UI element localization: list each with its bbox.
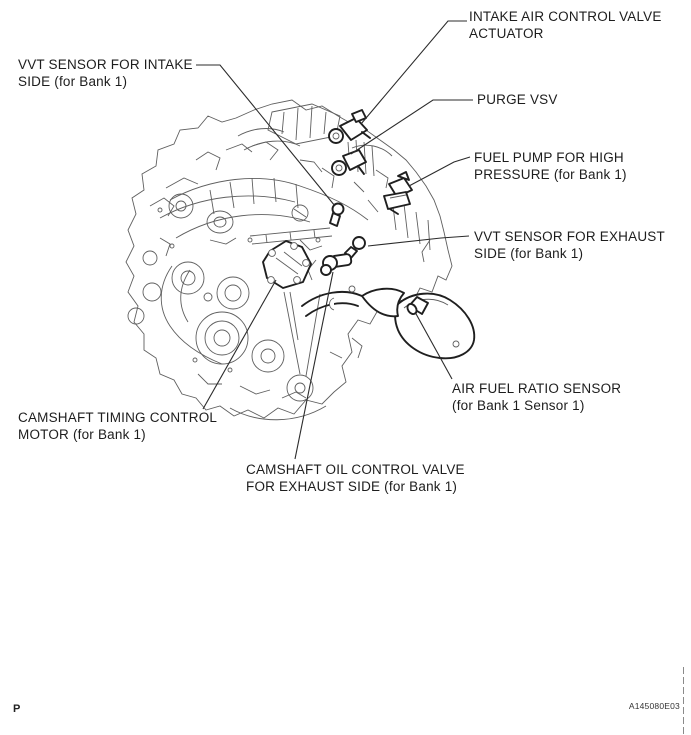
purge-vsv-component [332,150,366,175]
callout-line: ACTUATOR [469,25,544,41]
leader-vvt-sensor-exhaust-side [368,236,469,246]
leader-fuel-pump-high-pressure [409,157,470,186]
callout-line: PURGE VSV [477,92,558,107]
callout-line: SIDE (for Bank 1) [18,73,128,89]
leader-intake-air-control-valve-actuator [361,21,467,124]
callout-line: FUEL PUMP FOR HIGH [474,150,624,165]
leader-purge-vsv [351,100,473,154]
camshaft-timing-control-motor-component [263,241,311,288]
intake-air-control-valve-actuator-component [329,110,370,143]
camshaft-oil-control-valve-component [321,254,352,275]
callout-line: VVT SENSOR FOR INTAKE [18,57,193,72]
callout-fuel-pump-high-pressure [474,150,627,183]
callout-line: MOTOR (for Bank 1) [18,426,146,442]
figure-code: A145080E03 [628,701,680,711]
callout-line: CAMSHAFT TIMING CONTROL [18,410,218,425]
callout-purge-vsv [477,92,558,109]
callout-camshaft-timing-control-motor [18,410,217,443]
leader-camshaft-oil-control-valve [295,272,333,459]
callout-line: SIDE (for Bank 1) [474,245,584,261]
callout-line: AIR FUEL RATIO SENSOR [452,381,622,396]
callout-vvt-sensor-intake-side [18,57,193,90]
vvt-sensor-intake-component [330,204,344,227]
page-letter: P [13,703,21,715]
callout-line: (for Bank 1 Sensor 1) [452,397,585,413]
callout-air-fuel-ratio-sensor [452,381,621,414]
callout-line: INTAKE AIR CONTROL VALVE [469,9,662,24]
callout-line: CAMSHAFT OIL CONTROL VALVE [246,462,465,477]
callout-intake-air-control-valve-actuator [469,9,662,42]
leader-vvt-sensor-intake-side [196,65,335,206]
callout-line: FOR EXHAUST SIDE (for Bank 1) [246,478,458,494]
callout-vvt-sensor-exhaust-side [474,229,665,262]
leader-lines [196,21,473,459]
callout-line: VVT SENSOR FOR EXHAUST [474,229,665,244]
callout-line: PRESSURE (for Bank 1) [474,166,627,182]
leader-camshaft-timing-control-motor [203,280,276,409]
callout-camshaft-oil-control-valve [246,462,465,495]
